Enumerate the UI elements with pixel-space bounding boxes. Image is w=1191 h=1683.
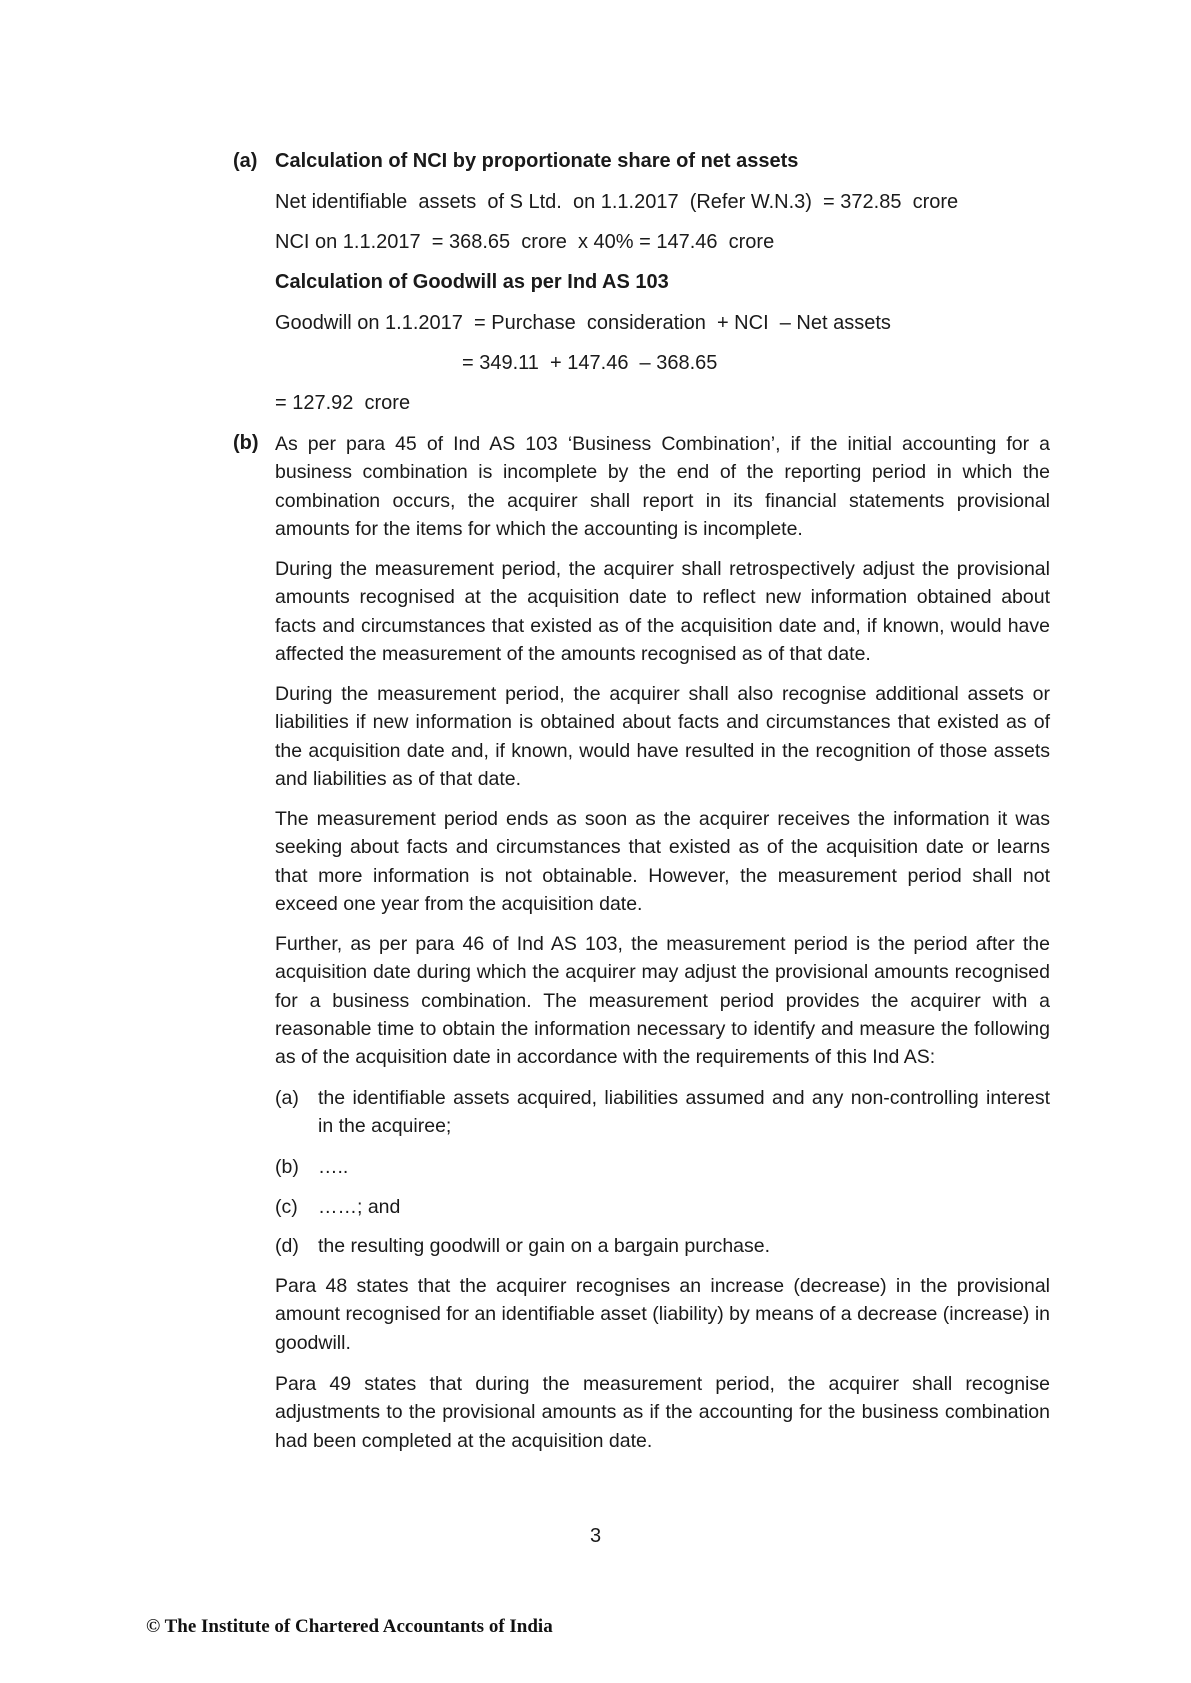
list-item-marker: (a) <box>275 1087 299 1109</box>
page-number: 3 <box>589 1525 602 1547</box>
copyright-footer: © The Institute of Chartered Accountants of India <box>146 1616 553 1637</box>
net-assets-line: Net identifiable assets of S Ltd. on 1.1.2017 (Refer W.N.3) = 372.85 crore <box>275 191 959 213</box>
list-item-marker: (d) <box>275 1235 299 1257</box>
retrospective-adjust-paragraph: During the measurement period, the acquirer shall retrospectively adjust the provisional amounts recognised at the acquisition date to reflect new information obtained about facts and circumstances that existed as of the acquisition date and, if known, would have affected the measurement of the amounts recognised as of that date. <box>275 558 1050 665</box>
section-a-heading: Calculation of NCI by proportionate share of net assets <box>275 150 799 172</box>
section-a-marker: (a) <box>233 150 258 172</box>
para-48-paragraph: Para 48 states that the acquirer recognises an increase (decrease) in the provisional amount recognised for an identifiable asset (liability) by means of a decrease (increase) in goodwill. <box>275 1275 1050 1354</box>
additional-assets-paragraph: During the measurement period, the acquirer shall also recognise additional assets or liabilities if new information is obtained about facts and circumstances that existed as of the acquisition date and, if known, would have resulted in the recognition of those assets and liabilities as of that date. <box>275 683 1050 790</box>
goodwill-heading: Calculation of Goodwill as per Ind AS 103 <box>275 271 669 293</box>
list-item-text: the resulting goodwill or gain on a bargain purchase. <box>318 1235 771 1257</box>
measurement-period-end-paragraph: The measurement period ends as soon as the acquirer receives the information it was seeking about facts and circumstances that existed as of the acquisition date or learns that more information is not obtainable. However, the measurement period shall not exceed one year from the acquisition date. <box>275 808 1050 915</box>
list-item-text: ……; and <box>318 1196 401 1218</box>
list-item-text: ….. <box>318 1156 349 1178</box>
list-item-text: the identifiable assets acquired, liabilities assumed and any non-controlling interest in the acquiree; <box>318 1087 1050 1138</box>
para-49-paragraph: Para 49 states that during the measurement period, the acquirer shall recognise adjustments to the provisional amounts as if the accounting for the business combination had been completed at the acquisition date. <box>275 1373 1050 1452</box>
para-45-paragraph: As per para 45 of Ind AS 103 ‘Business Combination’, if the initial accounting for a business combination is incomplete by the end of the reporting period in which the combination occurs, the acquirer shall report in its financial statements provisional amounts for the items for which the accounting is incomplete. <box>275 433 1050 540</box>
goodwill-formula-line: Goodwill on 1.1.2017 = Purchase consideration + NCI – Net assets <box>275 312 891 334</box>
list-item-marker: (c) <box>275 1196 298 1218</box>
para-46-paragraph: Further, as per para 46 of Ind AS 103, the measurement period is the period after the acquisition date during which the acquirer may adjust the provisional amounts recognised for a business combination. The measurement period provides the acquirer with a reasonable time to obtain the information necessary to identify and measure the following as of the acquisition date in accordance with the requirements of this Ind AS: <box>275 933 1050 1069</box>
goodwill-calc-line: = 349.11 + 147.46 – 368.65 <box>462 352 718 374</box>
nci-line: NCI on 1.1.2017 = 368.65 crore x 40% = 147.46 crore <box>275 231 775 253</box>
list-item-marker: (b) <box>275 1156 299 1178</box>
section-b-marker: (b) <box>233 432 259 454</box>
goodwill-result-line: = 127.92 crore <box>275 392 411 414</box>
